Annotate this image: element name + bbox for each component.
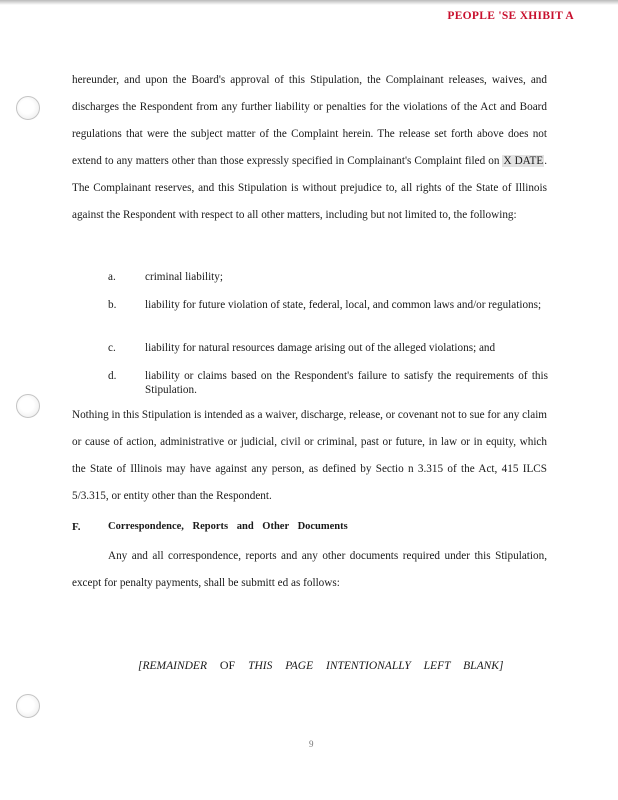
remainder-part-3: THIS PAGE INTENTIONALLY LEFT BLANK] [248, 660, 504, 672]
list-text: liability for future violation of state, federal, local, and common laws and/or regulations; [145, 299, 542, 311]
exhibit-label: PEOPLE 'SE XHIBIT A [447, 10, 574, 22]
list-letter: d. [108, 370, 117, 382]
section-letter: F. [72, 521, 81, 533]
date-placeholder: X DATE [503, 155, 544, 167]
correspondence-text: Any and all correspondence, reports and any other documents required under this Stipulation, except for penalty payments, shall be submitt ed as follows: [72, 550, 547, 589]
list-letter: b. [108, 299, 117, 311]
punch-hole-bottom [16, 694, 40, 718]
remainder-blank-notice [138, 658, 503, 673]
release-paragraph [72, 67, 547, 229]
release-text-end: . The Complainant reserves, and this Stipulation is without prejudice to, all rights of the State of Illinois against the Respondent with respect to all other matters, including but not limited to, the following: [72, 155, 547, 221]
section-title: Correspondence, Reports and Other Documents [108, 521, 348, 532]
page-top-edge [0, 0, 618, 5]
correspondence-paragraph [72, 543, 547, 597]
list-letter: c. [108, 342, 116, 354]
punch-hole-middle [16, 394, 40, 418]
remainder-part-2: OF [219, 658, 236, 672]
list-text: liability or claims based on the Respondent's failure to satisfy the requirements of this Stipulation. [145, 370, 548, 396]
list-text: criminal liability; [145, 271, 223, 283]
page-number: 9 [309, 739, 314, 749]
list-text: liability for natural resources damage arising out of the alleged violations; and [145, 342, 496, 354]
punch-hole-top [16, 96, 40, 120]
list-letter: a. [108, 271, 116, 283]
release-text-start: hereunder, and upon the Board's approval of this Stipulation, the Complainant releases, waives, and discharges the Respondent from any further liability or penalties for the violations of the Act and Board regulations that were the subject matter of the Complaint herein. The release set forth above does not extend to any matters other than those expressly specified in Complainant's Complaint filed on [72, 74, 547, 167]
remainder-part-1: [REMAINDER [138, 660, 207, 672]
reservation-paragraph: Nothing in this Stipulation is intended as a waiver, discharge, release, or covenant not to sue for any claim or cause of action, administrative or judicial, civil or criminal, past or future, in law or in equity, which the State of Illinois may have against any person, as defined by Sectio n 3.315 of the Act, 415 ILCS 5/3.315, or entity other than the Respondent. [72, 409, 548, 502]
